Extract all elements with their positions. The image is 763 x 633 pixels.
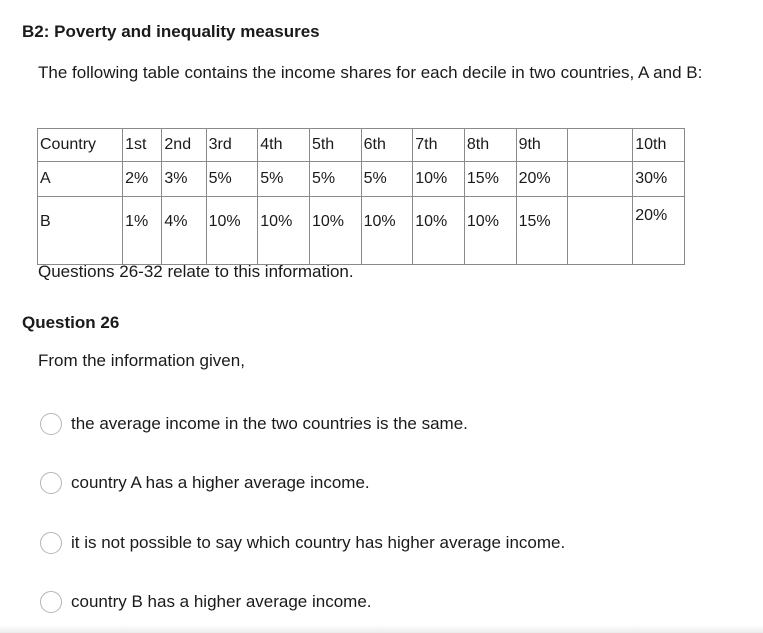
share-cell: 5% <box>206 162 258 197</box>
header-cell: 1st <box>123 129 162 162</box>
header-cell: 4th <box>258 129 310 162</box>
radio-button[interactable] <box>40 413 62 435</box>
table-note: Questions 26-32 relate to this information. <box>38 262 354 281</box>
share-cell: 1% <box>123 197 162 265</box>
header-cell: Country <box>38 129 123 162</box>
header-cell: 3rd <box>206 129 258 162</box>
share-cell: 15% <box>516 197 568 265</box>
share-cell <box>568 162 633 197</box>
share-cell: 10% <box>309 197 361 265</box>
header-cell: 2nd <box>162 129 206 162</box>
answer-option-same[interactable] <box>40 413 468 435</box>
share-cell: 10% <box>206 197 258 265</box>
share-cell: 15% <box>464 162 516 197</box>
bottom-edge-shadow <box>0 625 763 633</box>
income-share-table <box>37 128 685 265</box>
share-cell: 3% <box>162 162 206 197</box>
share-cell: 5% <box>361 162 413 197</box>
radio-button[interactable] <box>40 472 62 494</box>
option-label: country B has a higher average income. <box>71 592 372 611</box>
option-label: country A has a higher average income. <box>71 473 370 492</box>
question-title: Question 26 <box>22 313 120 332</box>
table-row <box>38 197 685 265</box>
option-label: it is not possible to say which country has higher average income. <box>71 533 566 552</box>
share-cell: 5% <box>309 162 361 197</box>
radio-button[interactable] <box>40 532 62 554</box>
section-title: B2: Poverty and inequality measures <box>22 22 320 41</box>
table-row <box>38 162 685 197</box>
share-cell: 20% <box>516 162 568 197</box>
country-cell: A <box>38 162 123 197</box>
share-cell: 10% <box>413 162 465 197</box>
question-stem: From the information given, <box>38 351 245 370</box>
share-cell: 10% <box>361 197 413 265</box>
option-label: the average income in the two countries is the same. <box>71 414 468 433</box>
header-cell <box>568 129 633 162</box>
header-cell: 5th <box>309 129 361 162</box>
share-cell: 20% <box>633 197 685 265</box>
answer-option-a-higher[interactable] <box>40 472 370 494</box>
share-cell: 2% <box>123 162 162 197</box>
share-cell: 10% <box>413 197 465 265</box>
share-cell: 5% <box>258 162 310 197</box>
intro-text: The following table contains the income shares for each decile in two countries, A and B: <box>38 63 703 82</box>
header-cell: 10th <box>633 129 685 162</box>
header-cell: 6th <box>361 129 413 162</box>
share-cell: 10% <box>258 197 310 265</box>
share-cell: 10% <box>464 197 516 265</box>
radio-button[interactable] <box>40 591 62 613</box>
share-cell: 30% <box>633 162 685 197</box>
header-cell: 8th <box>464 129 516 162</box>
header-cell: 9th <box>516 129 568 162</box>
answer-option-not-possible[interactable] <box>40 532 565 554</box>
country-cell: B <box>38 197 123 265</box>
answer-option-b-higher[interactable] <box>40 591 372 613</box>
share-cell: 4% <box>162 197 206 265</box>
table-header-row <box>38 129 685 162</box>
share-cell <box>568 197 633 265</box>
header-cell: 7th <box>413 129 465 162</box>
